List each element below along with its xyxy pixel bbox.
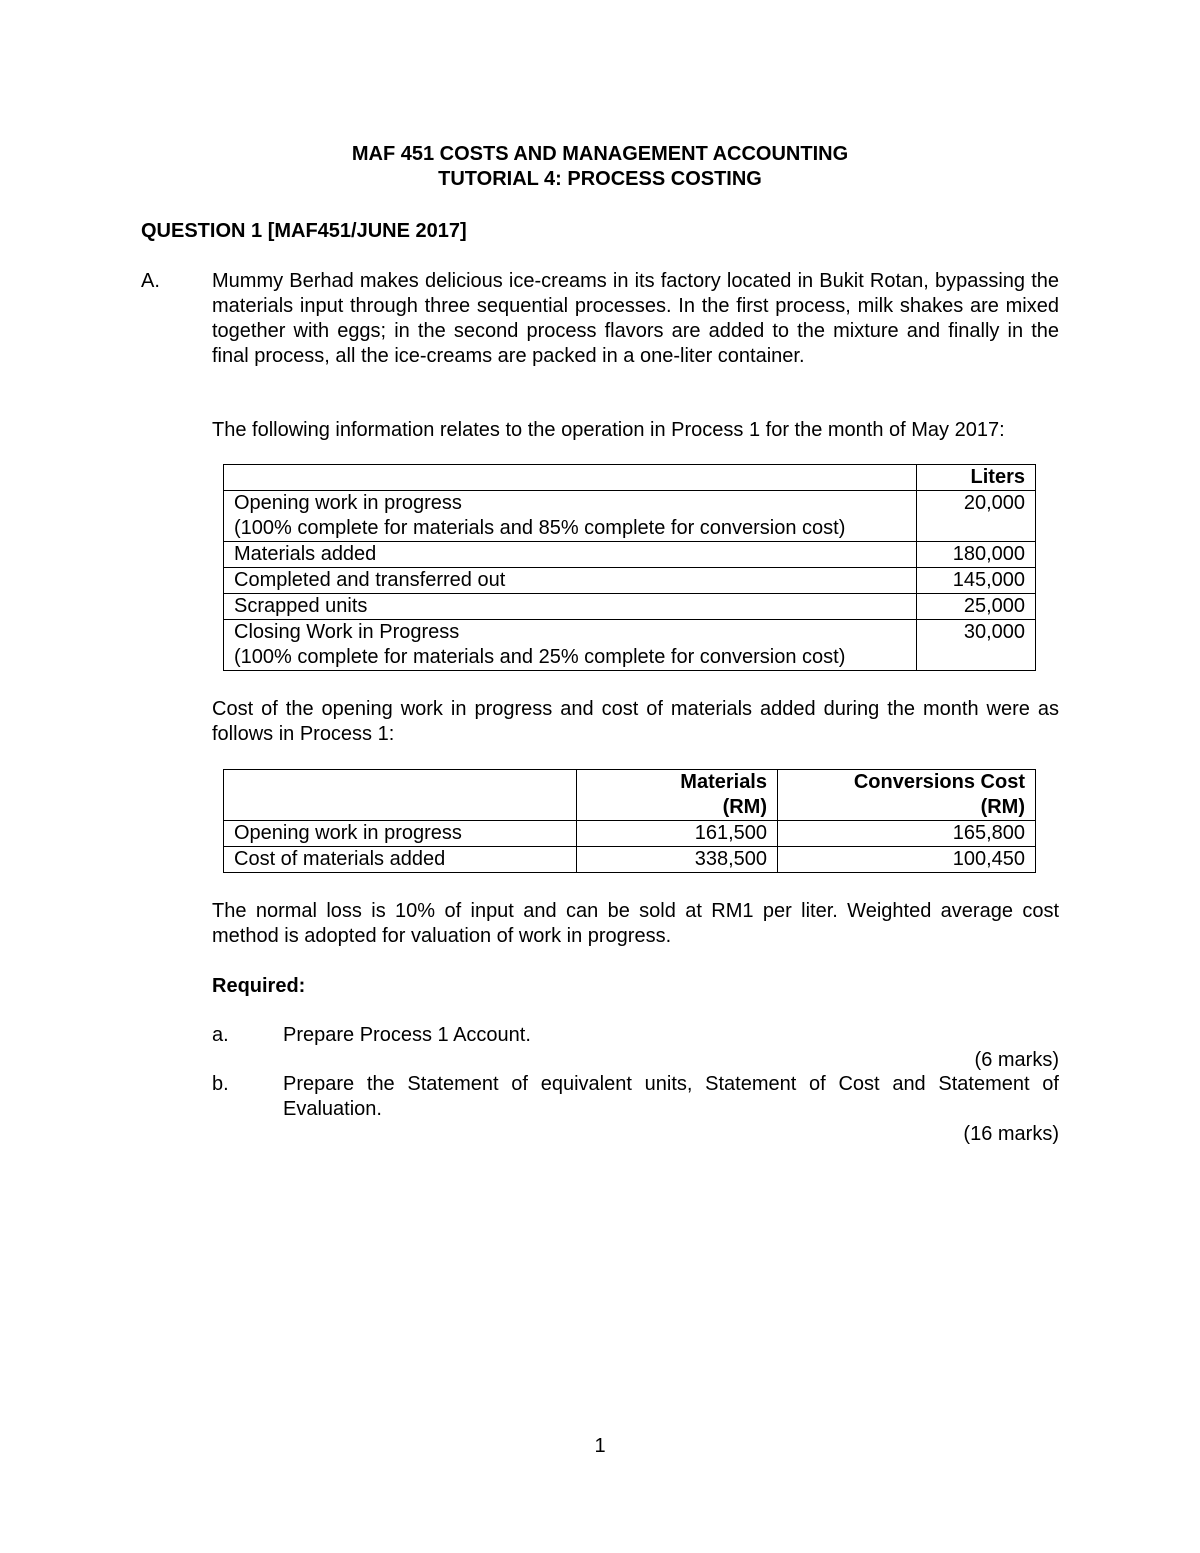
table-row	[224, 847, 1036, 873]
materials-value: 338,500	[577, 847, 778, 873]
page-number: 1	[594, 1435, 606, 1457]
row-label: Opening work in progress	[224, 821, 577, 847]
materials-header-unit: (RM)	[722, 796, 767, 818]
row-value: 20,000	[917, 491, 1036, 542]
required-item-marks: (6 marks)	[974, 1049, 1059, 1071]
intro-paragraph: Mummy Berhad makes delicious ice-creams in its factory located in Bukit Rotan, bypassing the materials input through three sequential processes. In the first process, milk shakes are mixed together with eggs; in the second process flavors are added to the mixture and finally in the final process, all the ice-creams are packed in a one-liter container.	[212, 270, 1059, 367]
row-label: Scrapped units	[224, 594, 917, 620]
materials-value: 161,500	[577, 821, 778, 847]
table-header-row	[224, 465, 1036, 491]
table-row	[224, 620, 1036, 671]
table-row	[224, 542, 1036, 568]
tutorial-title: TUTORIAL 4: PROCESS COSTING	[438, 168, 762, 190]
row-label: Completed and transferred out	[224, 568, 917, 594]
row-label-line: Closing Work in Progress	[234, 621, 460, 643]
table-row	[224, 594, 1036, 620]
normal-loss-paragraph: The normal loss is 10% of input and can be sold at RM1 per liter. Weighted average cost method is adopted for valuation of work in progress.	[212, 900, 1059, 947]
row-label	[224, 491, 917, 542]
conversion-value: 165,800	[778, 821, 1036, 847]
row-value: 145,000	[917, 568, 1036, 594]
row-label	[224, 620, 917, 671]
liters-header: Liters	[917, 465, 1036, 491]
required-item-label: b.	[212, 1073, 229, 1095]
row-value: 25,000	[917, 594, 1036, 620]
row-value: 180,000	[917, 542, 1036, 568]
required-heading: Required:	[212, 975, 306, 997]
required-item-label: a.	[212, 1024, 229, 1046]
required-item-text: Prepare Process 1 Account.	[283, 1024, 531, 1046]
question-heading: QUESTION 1 [MAF451/JUNE 2017]	[141, 220, 467, 242]
row-value: 30,000	[917, 620, 1036, 671]
table-row	[224, 821, 1036, 847]
materials-header-line: Materials	[680, 771, 767, 793]
conversion-header	[778, 770, 1036, 821]
info-lead: The following information relates to the operation in Process 1 for the month of May 2017:	[212, 419, 1005, 441]
row-label-line: Opening work in progress	[234, 492, 462, 514]
table-header-blank	[224, 770, 577, 821]
table-row	[224, 568, 1036, 594]
table-header-row	[224, 770, 1036, 821]
cost-lead: Cost of the opening work in progress and cost of materials added during the month were as follows in Process 1:	[212, 698, 1059, 745]
row-label: Materials added	[224, 542, 917, 568]
table-row	[224, 491, 1036, 542]
row-label-note: (100% complete for materials and 25% complete for conversion cost)	[234, 646, 846, 668]
conversion-value: 100,450	[778, 847, 1036, 873]
row-label: Cost of materials added	[224, 847, 577, 873]
conversion-header-unit: (RM)	[980, 796, 1025, 818]
table-header-blank	[224, 465, 917, 491]
conversion-header-line: Conversions Cost	[853, 771, 1025, 793]
materials-header	[577, 770, 778, 821]
cost-table	[223, 769, 1036, 873]
required-item-text: Prepare the Statement of equivalent units, Statement of Cost and Statement of Evaluation.	[283, 1073, 1059, 1120]
required-item-marks: (16 marks)	[963, 1123, 1059, 1145]
liters-table	[223, 464, 1036, 671]
course-title: MAF 451 COSTS AND MANAGEMENT ACCOUNTING	[351, 143, 849, 165]
part-label: A.	[141, 270, 160, 292]
row-label-note: (100% complete for materials and 85% complete for conversion cost)	[234, 517, 846, 539]
